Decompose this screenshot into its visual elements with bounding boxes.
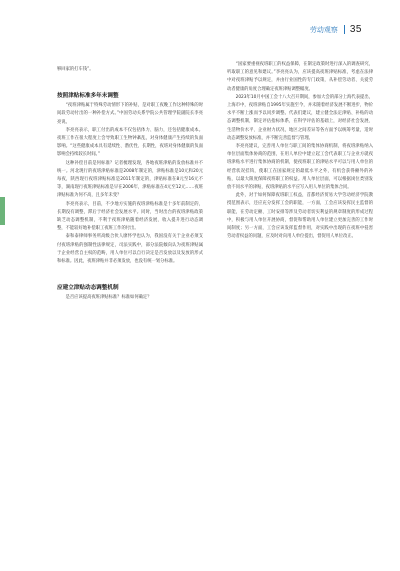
section-title: 劳动观察	[309, 25, 338, 34]
header-divider	[344, 25, 345, 34]
page-header	[310, 24, 362, 35]
paragraph: 李亮亮建议，完善用人单位与职工间的集体协商机制，将夜班津贴纳入单位层面集体协商的范围，在用人单位中建立起工会代表职工与企业方就夜班津贴水平进行集体协商的机制，使夜班职工的津贴水平可以与用人单位的经营状况挂钩，使职工在国家规定的最低水平之外，有机会获得额外的补贴，以最大限度保障夜班职工的权益。用人单位层面，可以根据岗位类别发放不同水平的津贴，夜班津贴的水平应写入用人单位的集体合同。	[227, 144, 373, 191]
paragraph: 泰和泰律师事务所高级合伙人廖怀学也认为，我国没有关于企业必须支付夜班津贴的强制性法律规定，司法实践中，部分法院倾向认为夜班津贴属于企业经营自主权的范畴，用人单位可以自行决定是否发放以及发放的形式和标准。因此，夜班津贴并非必须发放，也没有统一划分标准。	[57, 234, 203, 265]
left-column	[57, 66, 203, 302]
paragraph: “夜班津贴属于特殊劳动情形下的补贴，是对职工夜晚工作这种特殊的时间段劳动付出的一种补偿方式。”中国劳动关系学院公共管理学院副院长李亮亮说。	[57, 103, 203, 125]
paragraph: “国家要重视夜班职工的权益保障，在制定政策时进行深入的调查研究，听取职工的意见和建议。”李亮亮认为，应该提高夜班津贴标准，考虑在法律中对夜班津贴予以规定，并由行业国性的专门政策，从补偿劳动者、关爱劳动者健康的角度合理确定夜班津贴调整幅度。	[227, 62, 373, 92]
paragraph: 李亮亮表示，职工付出的成本不仅包括体力、脑力，还包括健康成本。夜班工作在很大程度上会导致职工生物钟紊乱，对身体健康产生持续的负面影响。“这些健康成本具有延续性、潜伏性、长期性，夜班对身体健康的负面影响会持续较长时间。”	[57, 127, 203, 158]
right-column	[227, 61, 373, 241]
paragraph: 这种补偿目前是何标准？记者梳理发现，各地夜班津贴的发放标准并不统一。河北现行的夜班津贴标准是2008年制定的，津贴标准是10元和20元每夜，陕西现行夜班津贴标准是2011年制定的，津贴标准在8元至16元不等，湖南现行夜班津贴标准是早在2006年，津贴标准在4元至12元……夜班津贴标准为何不高，且多年未变？	[57, 160, 203, 199]
side-tab-marker	[0, 197, 5, 225]
paragraph: 够回家的打车钱”。	[57, 67, 94, 72]
paragraph: 2023年10月中国工会十八大召开期间，参加大会的部分上海代表提出，上海市中，夜班津贴自1995年实施至今，并未随着经济发展不断进步，物价水平不断上涨而予以同步调整。代表们建议，建立健全法定津贴、补贴的动态调整机制，制定评估指标体系，在科学评估的基础上，对经济社会发展、生活物价水平、企业财力状况，地区之间差异等各方面予以统筹考量，适时动态调整发放标准，并不断完善监督与管理。	[227, 94, 373, 141]
paragraph: 李亮亮表示，目前，不少地方实施的夜班津贴标准是十多年前制定的，长期没有调整，滞后于经济社会发展水平。同时，当时出台的夜班津贴政策缺乏动态调整机制，不利于夜班津贴随着经济发展、收入提升进行动态调整，不能较好地补偿职工夜班工作的付出。	[57, 201, 203, 232]
page-number: 35	[349, 24, 362, 35]
subheading: 按照津贴标准多年未调整	[57, 93, 119, 100]
subheading: 应建立津贴动态调整机制	[57, 285, 119, 292]
paragraph: 此外，对于如何保障夜班职工权益，首都经济贸易大学劳动经济学院教授范围表示，还应充分发挥工会的职能，一方面，工会应该发挥民主监督的职能，在劳动定额、工时安排等涉及劳动者切实利益的规章制度的形成过程中，积极与用人单位开展协商，督促和帮助用人单位建立更加完善的工作时间制度；另一方面，工会应该发挥监督作用，对实践中出现的在夜班中侵害劳动者权益的问题，应及时对向用人单位提出，督促用人单位改正。	[227, 193, 373, 240]
paragraph: 是否应该提高夜班津贴标准？标准如何确定？	[65, 295, 152, 301]
